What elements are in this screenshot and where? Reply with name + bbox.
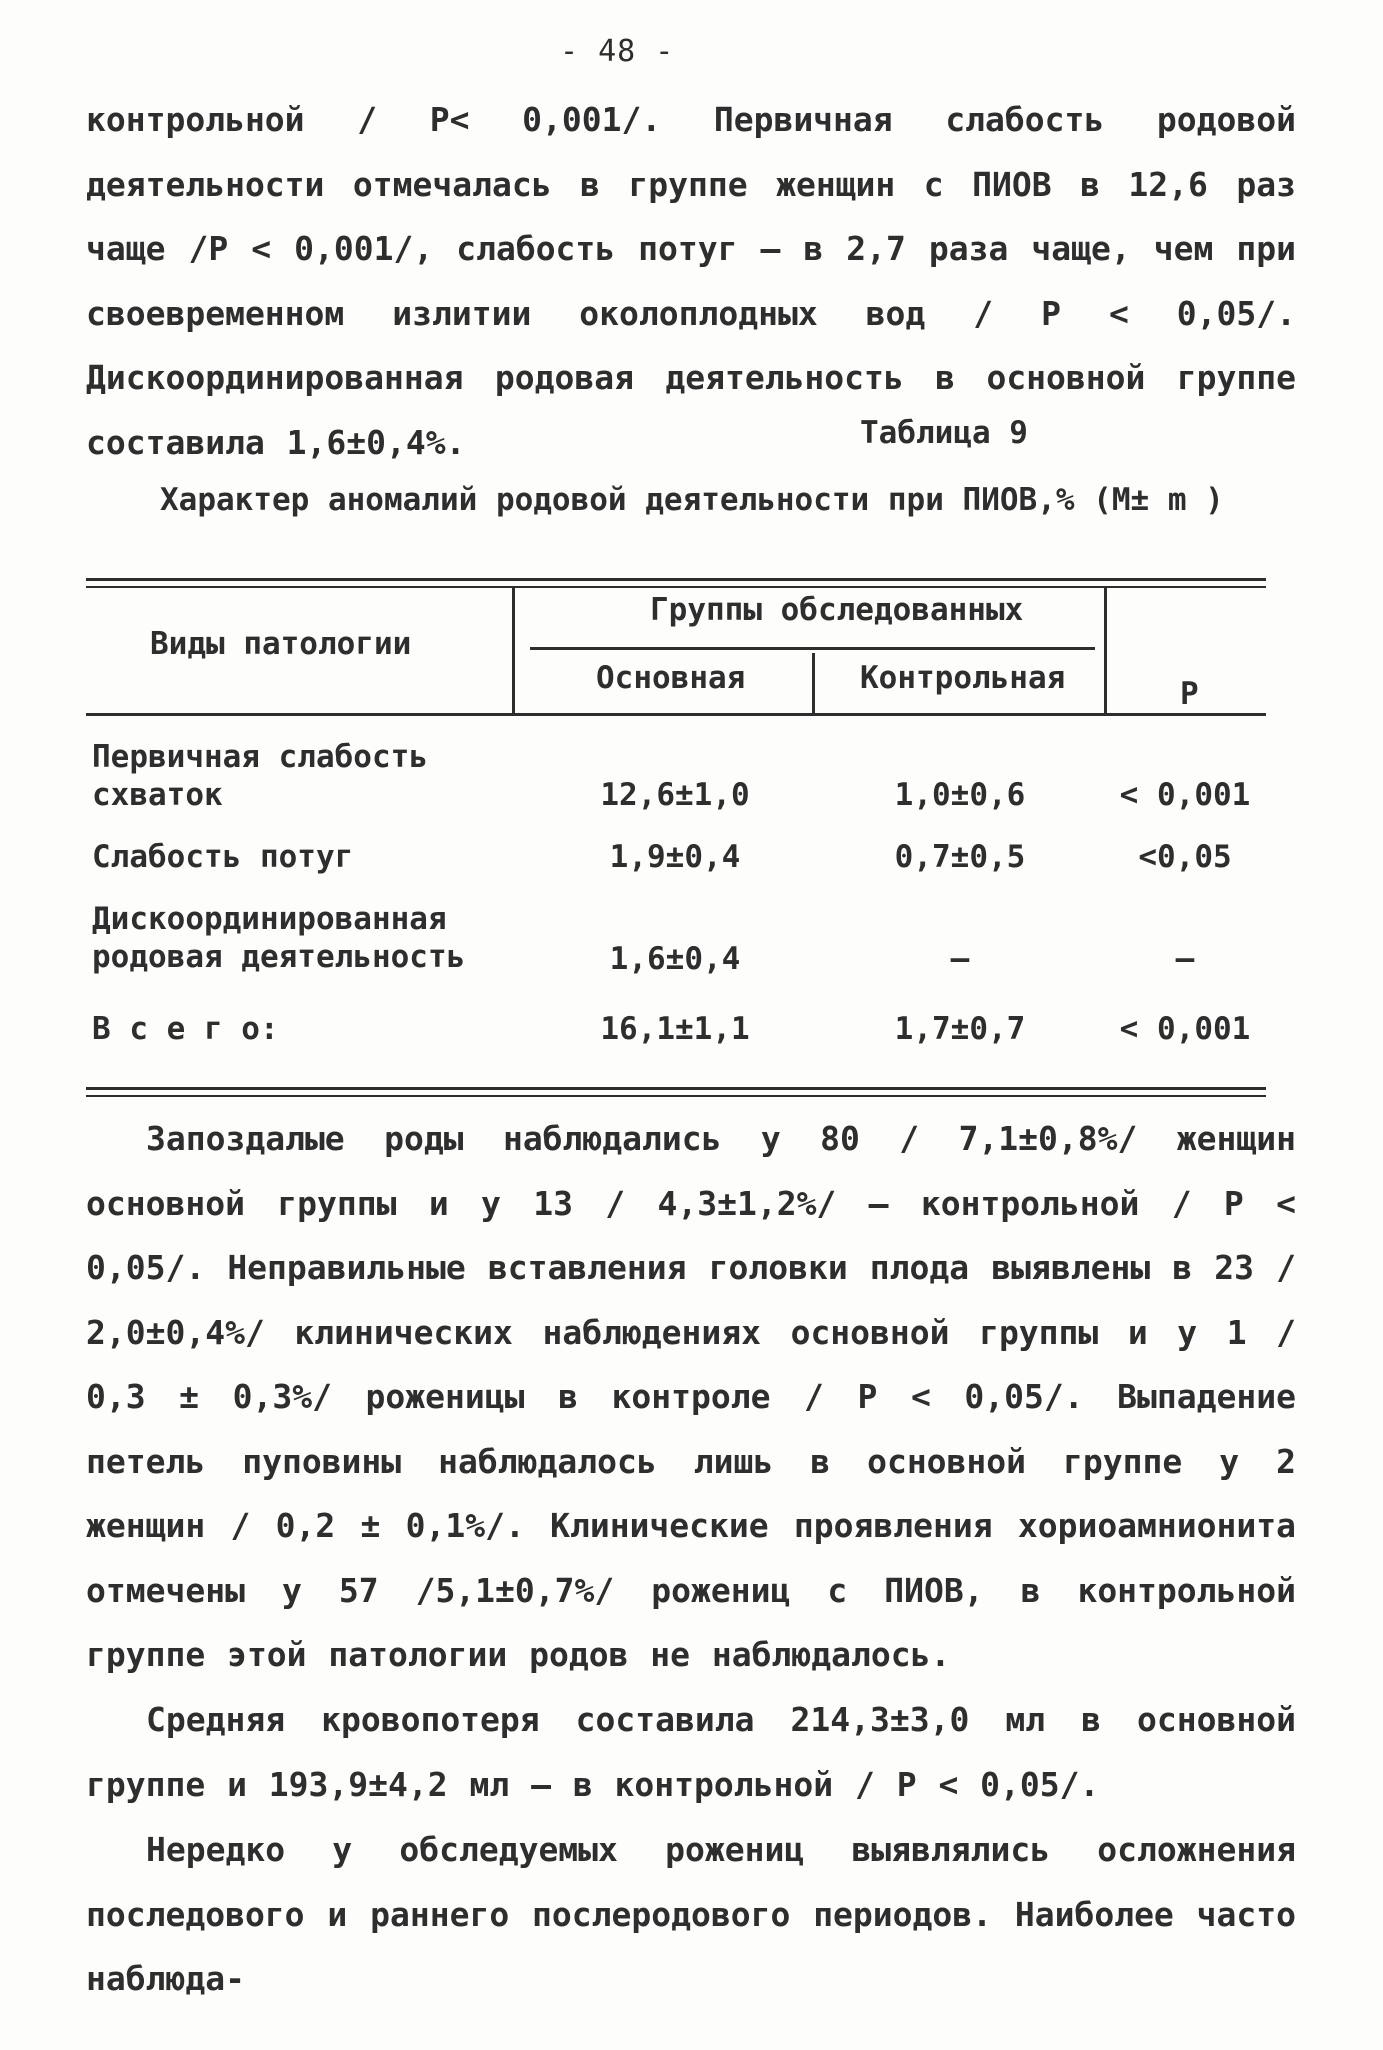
table-header-rule xyxy=(86,713,1266,716)
header-divider xyxy=(1104,588,1107,713)
paragraph-complications: Запоздалые роды наблюдались у 80 / 7,1±0,8%/ женщин основной группы и у 13 / 4,3±1,2%/ – контрольной / Р < 0,05/. Неправильные вставления головки плода выявлены в 23 / 2,0±0,4%/ клинических наблюдениях основной группы и у 1 / 0,3 ± 0,3%/ роженицы в контроле / Р < 0,05/. Выпадение петель пуповины наблюдалось лишь в основной группе у 2 женщин / 0,2 ± 0,1%/. Клинические проявления хориоамнионита отмечены у 57 /5,1±0,7%/ рожениц с ПИОВ, в контрольной группе этой патологии родов не наблюдалось. xyxy=(86,1119,1296,1674)
header-p: Р xyxy=(1180,676,1199,712)
table-cell-main: 1,9±0,4 xyxy=(609,839,741,875)
table-cell-p: – xyxy=(1175,941,1195,977)
paragraph-continuation: контрольной / Р< 0,001/. Первичная слабость родовой деятельности отмечалась в группе женщин с ПИОВ в 12,6 раз чаще /Р < 0,001/, слабость потуг – в 2,7 раза чаще, чем при своевременном излитии околоплодных вод / Р < 0,05/. Дискоординированная родовая деятельность в основной группе составила 1,6±0,4%. xyxy=(86,100,1296,462)
table-cell-control: 1,7±0,7 xyxy=(894,1011,1026,1047)
table-cell-control: 0,7±0,5 xyxy=(894,839,1026,875)
table-cell-control: – xyxy=(950,941,970,977)
header-control-group: Контрольная xyxy=(860,660,1066,696)
table-row-name: В с е г о: xyxy=(92,1011,279,1047)
table-cell-p: <0,05 xyxy=(1138,839,1232,875)
table-cell-main: 1,6±0,4 xyxy=(609,941,741,977)
table-cell-main: 12,6±1,0 xyxy=(600,777,750,813)
paragraph-blood-loss: Средняя кровопотеря составила 214,3±3,0 мл в основной группе и 193,9±4,2 мл – в контрольной / Р < 0,05/. xyxy=(86,1700,1296,1804)
paragraph-postpartum: Нередко у обследуемых рожениц выявлялись осложнения последового и раннего послеродового периодов. Наиболее часто наблюда- xyxy=(86,1830,1296,1998)
table-row-name: Слабость потуг xyxy=(92,839,354,875)
table-bottom-rule xyxy=(86,1087,1266,1090)
table-cell-control: 1,0±0,6 xyxy=(894,777,1026,813)
table-bottom-rule-double xyxy=(86,1095,1266,1097)
page-number: - 48 - xyxy=(560,34,675,69)
group-header-rule xyxy=(530,647,1095,650)
header-divider xyxy=(512,588,515,713)
table-top-rule xyxy=(86,578,1266,581)
header-groups: Группы обследованных xyxy=(650,592,1024,628)
header-pathology: Виды патологии xyxy=(150,626,412,662)
table-cell-main: 16,1±1,1 xyxy=(600,1011,750,1047)
table-top-rule-double xyxy=(86,586,1266,588)
table-row-name: Первичная слабость схваток xyxy=(92,739,428,813)
table-row-name: Дискоординированная родовая деятельность xyxy=(92,901,466,975)
table-label: Таблица 9 xyxy=(860,415,1028,451)
table-cell-p: < 0,001 xyxy=(1119,1011,1251,1047)
table-title: Характер аномалий родовой деятельности при ПИОВ,% (М± m ) xyxy=(160,482,1224,518)
subheader-divider xyxy=(812,653,815,713)
table-cell-p: < 0,001 xyxy=(1119,777,1251,813)
header-main-group: Основная xyxy=(596,660,746,696)
